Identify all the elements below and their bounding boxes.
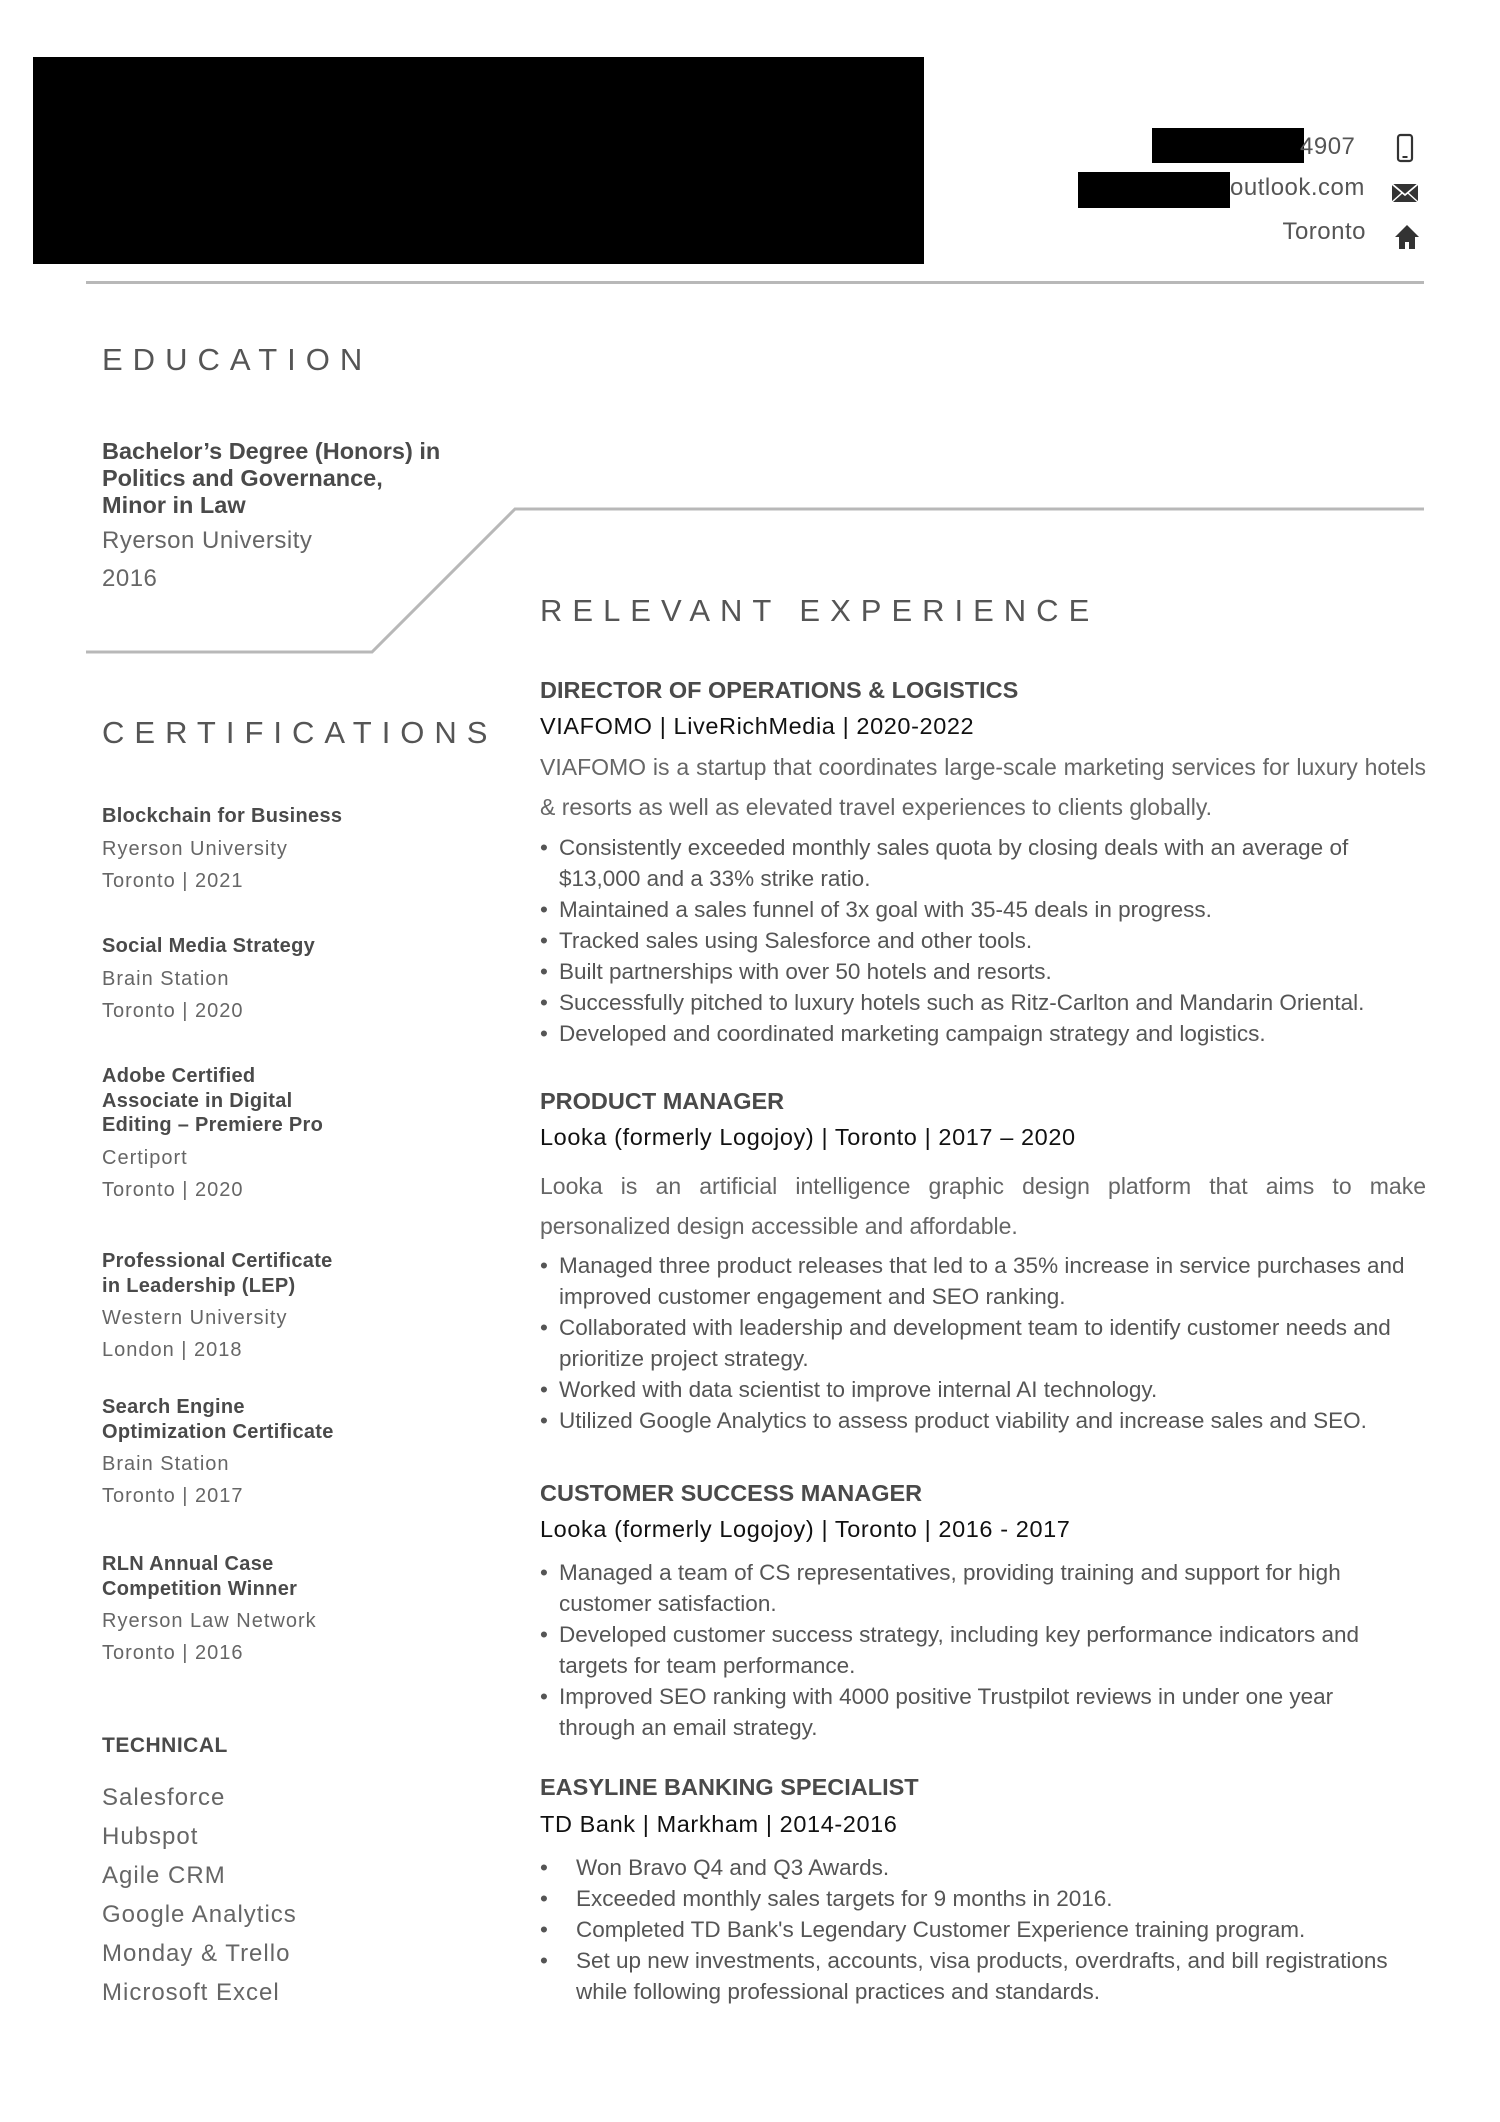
list-item: • Completed TD Bank's Legendary Customer Experience training program. (540, 1914, 1420, 1945)
list-item: • Utilized Google Analytics to assess product viability and increase sales and SEO. (540, 1405, 1426, 1436)
certification-title: Optimization Certificate (102, 1420, 334, 1443)
certification-item (102, 934, 442, 1023)
phone-suffix: 4907 (1300, 133, 1356, 160)
certification-title: Competition Winner (102, 1577, 298, 1600)
education-heading: EDUCATION (102, 342, 373, 377)
job-bullets (540, 1852, 1420, 2007)
certification-item (102, 1395, 462, 1508)
technical-heading: TECHNICAL (102, 1734, 228, 1757)
list-item: • Exceeded monthly sales targets for 9 months in 2016. (540, 1883, 1420, 1914)
job-bullets (540, 1250, 1426, 1436)
job-title: EASYLINE BANKING SPECIALIST (540, 1774, 919, 1800)
certification-place: London | 2018 (102, 1339, 243, 1361)
job-description: Looka is an artificial intelligence graphic design platform that aims to make personalized design accessible and affordable. (540, 1173, 1426, 1239)
certification-place: Toronto | 2020 (102, 999, 244, 1022)
experience-heading: RELEVANT EXPERIENCE (540, 593, 1100, 628)
technical-item: Hubspot (102, 1823, 199, 1850)
job-org: TD Bank | Markham | 2014-2016 (540, 1811, 898, 1837)
email-suffix: outlook.com (1230, 174, 1365, 201)
certifications-heading: CERTIFICATIONS (102, 715, 498, 750)
list-item: • Successfully pitched to luxury hotels such as Ritz-Carlton and Mandarin Oriental. (540, 987, 1426, 1018)
technical-item: Salesforce (102, 1784, 226, 1811)
list-item: • Won Bravo Q4 and Q3 Awards. (540, 1852, 1420, 1883)
certification-issuer: Ryerson Law Network (102, 1610, 317, 1632)
certification-issuer: Certiport (102, 1146, 188, 1169)
certification-issuer: Brain Station (102, 967, 230, 990)
certification-title: in Leadership (LEP) (102, 1274, 296, 1297)
certification-title: Editing – Premiere Pro (102, 1114, 324, 1136)
job-title: PRODUCT MANAGER (540, 1088, 785, 1114)
list-item: • Improved SEO ranking with 4000 positive Trustpilot reviews in under one year through an email strategy. (540, 1681, 1379, 1743)
degree-line: Bachelor’s Degree (Honors) in (102, 438, 441, 464)
list-item: • Set up new investments, accounts, visa products, overdrafts, and bill registrations while following professional practices and standards. (540, 1945, 1420, 2007)
certification-issuer: Western University (102, 1307, 288, 1329)
list-item: • Developed customer success strategy, including key performance indicators and targets for team performance. (540, 1619, 1399, 1681)
job-title: DIRECTOR OF OPERATIONS & LOGISTICS (540, 677, 1019, 703)
education-year: 2016 (102, 565, 158, 592)
list-item: • Built partnerships with over 50 hotels and resorts. (540, 956, 1426, 987)
certification-item (102, 804, 442, 893)
list-item: • Maintained a sales funnel of 3x goal with 35-45 deals in progress. (540, 894, 1426, 925)
list-item: • Tracked sales using Salesforce and other tools. (540, 925, 1426, 956)
job-description: VIAFOMO is a startup that coordinates large-scale marketing services for luxury hotels & resorts as well as elevated travel experiences to clients globally. (540, 754, 1426, 820)
technical-list (102, 1778, 297, 2012)
certification-issuer: Ryerson University (102, 837, 288, 860)
location-city: Toronto (1282, 218, 1366, 245)
technical-item: Microsoft Excel (102, 1979, 280, 2006)
certification-issuer: Brain Station (102, 1453, 230, 1475)
job-title: CUSTOMER SUCCESS MANAGER (540, 1480, 923, 1506)
certification-title: Social Media Strategy (102, 935, 316, 957)
technical-item: Agile CRM (102, 1862, 226, 1889)
education-degree (102, 438, 462, 519)
job-org: Looka (formerly Logojoy) | Toronto | 2016 - 2017 (540, 1516, 1071, 1542)
certification-item (102, 1552, 442, 1665)
education-school: Ryerson University (102, 527, 313, 554)
job-org: Looka (formerly Logojoy) | Toronto | 2017 – 2020 (540, 1124, 1076, 1150)
certification-title: Associate in Digital (102, 1089, 293, 1112)
job-bullets (540, 1557, 1400, 1743)
certification-title: RLN Annual Case (102, 1553, 274, 1575)
certification-title: Search Engine (102, 1396, 245, 1418)
certification-place: Toronto | 2016 (102, 1642, 244, 1664)
certification-place: Toronto | 2021 (102, 869, 244, 892)
certification-item (102, 1249, 442, 1362)
technical-item: Google Analytics (102, 1901, 297, 1928)
certification-title: Professional Certificate (102, 1250, 333, 1272)
list-item: • Managed three product releases that led to a 35% increase in service purchases and improved customer engagement and SEO ranking. (540, 1250, 1426, 1312)
certification-title: Blockchain for Business (102, 805, 343, 827)
job-org: VIAFOMO | LiveRichMedia | 2020-2022 (540, 713, 975, 739)
certification-item (102, 1064, 442, 1202)
technical-item: Monday & Trello (102, 1940, 291, 1967)
certification-title: Adobe Certified (102, 1065, 256, 1087)
certification-place: Toronto | 2020 (102, 1178, 244, 1201)
list-item: • Collaborated with leadership and development team to identify customer needs and prioritize project strategy. (540, 1312, 1426, 1374)
list-item: • Managed a team of CS representatives, providing training and support for high customer satisfaction. (540, 1557, 1379, 1619)
job-bullets (540, 832, 1426, 1049)
list-item: • Developed and coordinated marketing campaign strategy and logistics. (540, 1018, 1426, 1049)
certification-place: Toronto | 2017 (102, 1485, 244, 1507)
list-item: • Consistently exceeded monthly sales quota by closing deals with an average of $13,000 and a 33% strike ratio. (540, 832, 1389, 894)
degree-line: Politics and Governance, (102, 465, 383, 491)
degree-line: Minor in Law (102, 492, 246, 518)
list-item: • Worked with data scientist to improve internal AI technology. (540, 1374, 1426, 1405)
